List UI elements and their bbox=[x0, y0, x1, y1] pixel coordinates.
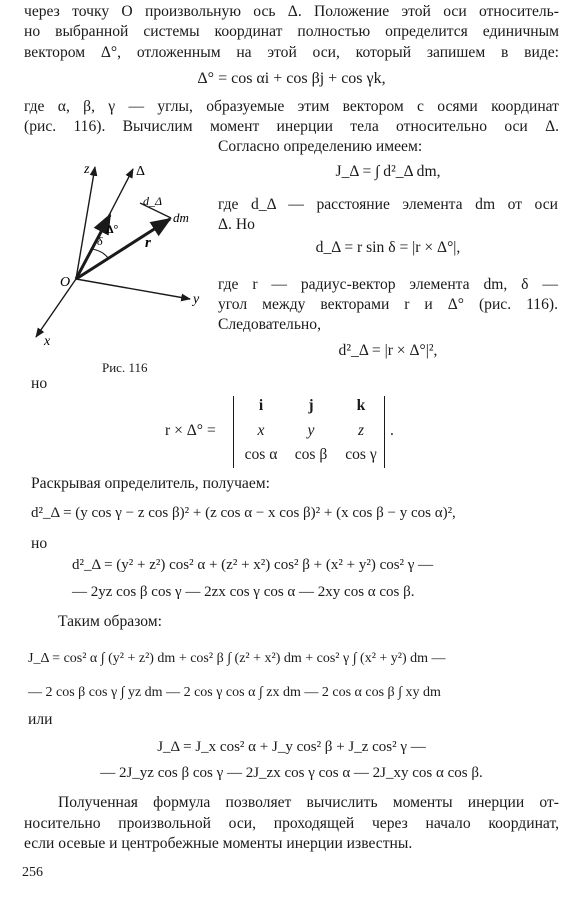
label-delta0: Δ° bbox=[106, 222, 119, 236]
text-line: Следовательно, bbox=[218, 316, 321, 333]
det-cell: cos β bbox=[294, 446, 328, 463]
text-line: где r — радиус-вектор элемента dm, δ — bbox=[218, 276, 558, 293]
text-line: или bbox=[28, 711, 53, 728]
determinant-lhs: r × Δ° = bbox=[165, 422, 216, 439]
label-y: y bbox=[193, 292, 200, 307]
det-cell: x bbox=[257, 422, 265, 439]
figure-116 bbox=[18, 155, 218, 365]
equation-moment-line2: — 2 cos β cos γ ∫ yz dm — 2 cos γ cos α ∫ zx dm — 2 cos α cos β ∫ xy dm bbox=[28, 685, 441, 700]
det-cell: y bbox=[307, 422, 315, 439]
label-delta: Δ bbox=[136, 164, 146, 179]
det-cell: i bbox=[258, 397, 264, 414]
text-line: вектором Δ°, отложенным на этой оси, который запишем в виде: bbox=[24, 44, 559, 61]
equation-final-line1: J_Δ = J_x cos² α + J_y cos² β + J_z cos² γ — bbox=[157, 739, 426, 755]
equation-moment-definition: J_Δ = ∫ d²_Δ dm, bbox=[335, 163, 441, 180]
text-line: но bbox=[31, 535, 48, 552]
determinant-bar-right bbox=[384, 396, 385, 468]
label-origin: O bbox=[60, 275, 71, 290]
label-angle: δ bbox=[97, 234, 103, 248]
det-cell: cos γ bbox=[345, 446, 377, 463]
equation-expanded: d²_Δ = (y cos γ − z cos β)² + (z cos α − x cos β)² + (x cos β − y cos α)², bbox=[31, 505, 456, 521]
label-z: z bbox=[84, 162, 90, 177]
text-line: через точку O произвольную ось Δ. Положение этой оси относитель- bbox=[24, 3, 559, 20]
equation-moment-line1: J_Δ = cos² α ∫ (y² + z²) dm + cos² β ∫ (z² + x²) dm + cos² γ ∫ (x² + y²) dm — bbox=[28, 651, 446, 666]
det-cell: cos α bbox=[244, 446, 278, 463]
text-line: (рис. 116). Вычислим момент инерции тела относительно оси Δ. bbox=[24, 118, 559, 135]
text-line: где α, β, γ — углы, образуемые этим вектором с осями координат bbox=[24, 98, 559, 115]
det-cell: z bbox=[357, 422, 365, 439]
equation-distance: d_Δ = r sin δ = |r × Δ°|, bbox=[315, 239, 461, 256]
det-cell: j bbox=[308, 397, 314, 414]
equation-final-line2: — 2J_yz cos β cos γ — 2J_zx cos γ cos α — 2J_xy cos α cos β. bbox=[100, 765, 483, 781]
equation-d-squared-line2: — 2yz cos β cos γ — 2zx cos γ cos α — 2xy cos α cos β. bbox=[72, 584, 415, 600]
text-line: Полученная формула позволяет вычислить моменты инерции от- bbox=[58, 794, 559, 811]
equation-d-squared-line1: d²_Δ = (y² + z²) cos² α + (z² + x²) cos² β + (x² + y²) cos² γ — bbox=[72, 557, 434, 573]
label-x: x bbox=[44, 334, 51, 349]
text-line: Таким образом: bbox=[58, 613, 162, 630]
text-line: угол между векторами r и Δ° (рис. 116). bbox=[218, 296, 558, 313]
label-dm: dm bbox=[173, 210, 189, 225]
text-line: Согласно определению имеем: bbox=[218, 138, 423, 155]
page-number: 256 bbox=[22, 865, 43, 880]
text-line: если осевые и центробежные моменты инерции известны. bbox=[24, 835, 413, 852]
determinant-bar-left bbox=[233, 396, 234, 468]
text-line: но выбранной системы координат полностью определится единичным bbox=[24, 23, 559, 40]
determinant-end: . bbox=[390, 422, 394, 439]
det-cell: k bbox=[356, 397, 366, 414]
text-line: где d_Δ — расстояние элемента dm от оси bbox=[218, 196, 558, 213]
equation-distance-squared: d²_Δ = |r × Δ°|², bbox=[338, 342, 438, 359]
text-line: Раскрывая определитель, получаем: bbox=[31, 475, 270, 492]
y-axis bbox=[76, 279, 190, 299]
radius-vector-r bbox=[76, 219, 170, 279]
angle-arc bbox=[92, 249, 108, 258]
equation-unit-vector: Δ° = cos αi + cos βj + cos γk, bbox=[197, 70, 386, 87]
text-line: носительно произвольной оси, проходящей через начало координат, bbox=[24, 815, 559, 832]
text-line: Δ. Но bbox=[218, 216, 255, 233]
label-r: r bbox=[145, 235, 151, 251]
label-d-delta: d_Δ bbox=[143, 194, 163, 208]
text-line: но bbox=[31, 375, 48, 392]
figure-caption: Рис. 116 bbox=[102, 360, 148, 375]
